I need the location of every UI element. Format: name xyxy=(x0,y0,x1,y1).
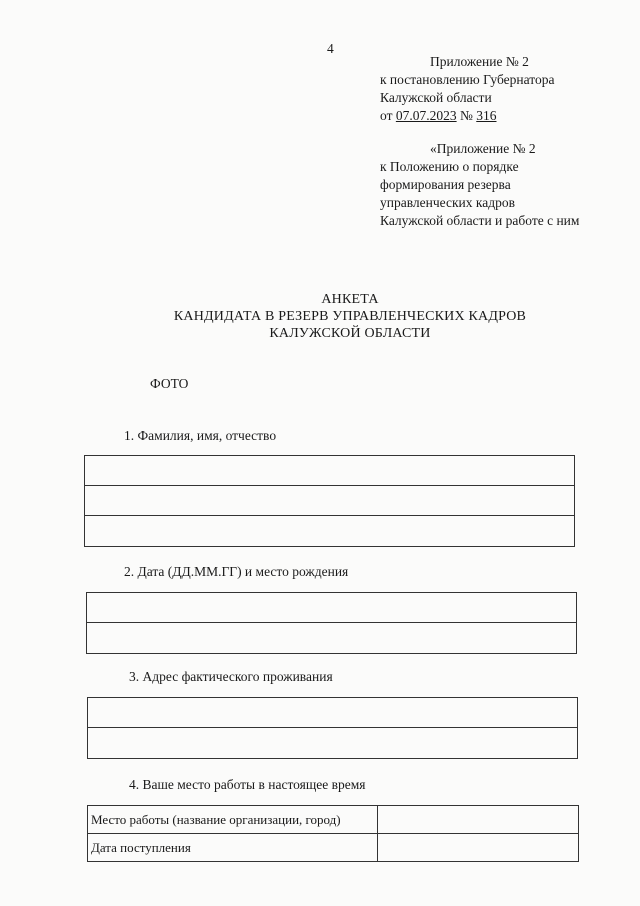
appendix-main-date-line xyxy=(380,107,554,125)
birth-field-group xyxy=(86,592,577,654)
address-field-group xyxy=(87,697,578,759)
appendix-reg-line5: Калужской области и работе с ним xyxy=(380,213,580,228)
work-table-row xyxy=(88,806,578,834)
appendix-main-line2: к постановлению Губернатора xyxy=(380,72,555,87)
resolution-date: 07.07.2023 xyxy=(395,108,457,123)
full-name-input-row[interactable] xyxy=(85,516,574,546)
address-input-row[interactable] xyxy=(88,728,577,758)
birth-input-row[interactable] xyxy=(87,593,576,623)
appendix-main-line1: Приложение № 2 xyxy=(430,54,529,69)
form-title-line1: АНКЕТА xyxy=(321,292,379,307)
work-place-label: Место работы (название организации, город) xyxy=(88,806,378,833)
page-number: 4 xyxy=(327,41,334,56)
question-current-work: 4. Ваше место работы в настоящее время xyxy=(129,777,366,792)
question-birth-date-place: 2. Дата (ДД.ММ.ГГ) и место рождения xyxy=(124,564,349,579)
address-input-row[interactable] xyxy=(88,698,577,728)
start-date-value-cell[interactable] xyxy=(378,834,578,861)
appendix-reg-line2: к Положению о порядке xyxy=(380,159,519,174)
full-name-field-group xyxy=(84,455,575,547)
birth-input-row[interactable] xyxy=(87,623,576,653)
appendix-reg-line4: управленческих кадров xyxy=(380,195,515,210)
full-name-input-row[interactable] xyxy=(85,456,574,486)
appendix-reg-line1: «Приложение № 2 xyxy=(430,141,536,156)
form-title-line3: КАЛУЖСКОЙ ОБЛАСТИ xyxy=(269,326,431,341)
photo-label: ФОТО xyxy=(150,376,189,391)
work-table-row xyxy=(88,834,578,861)
date-prefix: от xyxy=(380,108,396,123)
work-table xyxy=(87,805,579,862)
question-address: 3. Адрес фактического проживания xyxy=(129,669,333,684)
question-full-name: 1. Фамилия, имя, отчество xyxy=(124,428,277,443)
work-place-value-cell[interactable] xyxy=(378,806,578,833)
form-title-line2: КАНДИДАТА В РЕЗЕРВ УПРАВЛЕНЧЕСКИХ КАДРОВ xyxy=(173,309,527,324)
start-date-label: Дата поступления xyxy=(88,834,378,861)
number-prefix: № xyxy=(456,108,477,123)
resolution-number: 316 xyxy=(476,108,497,123)
appendix-main-line3: Калужской области xyxy=(380,90,492,105)
appendix-regulation-block xyxy=(380,140,579,230)
appendix-reg-line3: формирования резерва xyxy=(380,177,511,192)
full-name-input-row[interactable] xyxy=(85,486,574,516)
appendix-main-block xyxy=(380,53,554,125)
